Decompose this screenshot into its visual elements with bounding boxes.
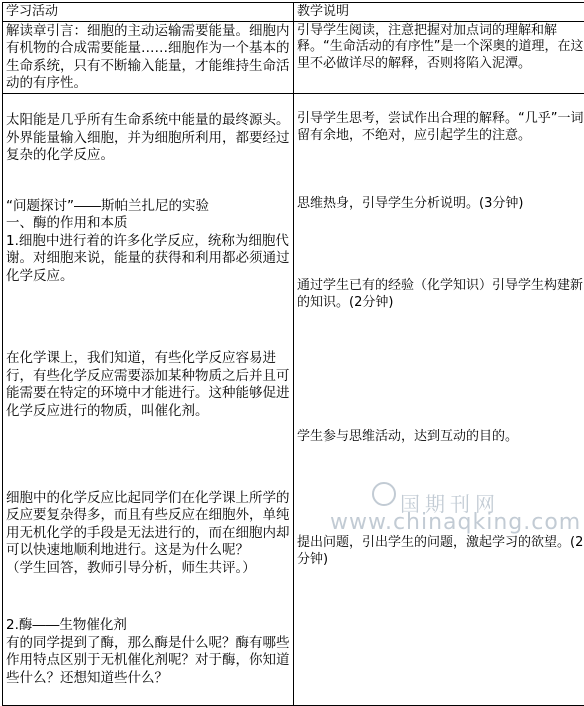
lesson-plan-table (2, 2, 584, 706)
watermark-chinese: 国期刊网 (400, 488, 500, 517)
notes-block-warmup: 思维热身，引导学生分析说明。(3分钟) (297, 196, 584, 262)
activity-block-energy: 太阳能是几乎所有生命系统中能量的最终源头。外界能量输入细胞，并为细胞所利用，都要经过复杂的化学反应。 (6, 112, 290, 180)
activity-block-reaction-question: 细胞中的化学反应比起同学们在化学课上所学的反应要复杂得多，而且有些反应在细胞外，单纯用无机化学的手段是无法进行的，而在细胞内却可以快速地顺利地进行。这是为什么呢？ （学生回答，教师引导分析，师生共评。） (6, 490, 290, 600)
table-row (3, 21, 584, 93)
activity-block-biocatalyst: 2.酶――生物催化剂 有的同学提到了酶，那么酶是什么呢？酶有哪些作用特点区别于无机催化剂呢？对于酶，你知道些什么？还想知道些什么？ (6, 617, 290, 687)
header-activity: 学习活动 (3, 3, 294, 22)
notes-block-energy: 引导学生思考，尝试作出合理的解释。“几乎”一词留有余地，不绝对，应引起学生的注意。 (297, 111, 584, 179)
watermark-logo-icon (372, 482, 396, 506)
activity-block-enzyme-intro: “问题探讨”――斯帕兰扎尼的实验 一、酶的作用和本质 1.细胞中进行着的许多化学反应，统称为细胞代谢。对细胞来说，能量的获得和利用都必须通过化学反应。 (6, 198, 290, 333)
notes-cell-main (294, 93, 584, 705)
activity-cell-main (3, 93, 294, 705)
watermark-url: www.chinaqking.com (330, 510, 581, 535)
table-header-row (3, 3, 584, 22)
activity-cell-intro: 解读章引言：细胞的主动运输需要能量。细胞内有机物的合成需要能量……细胞作为一个基本的生命系统，只有不断输入能量，才能维持生命活动的有序性。 (3, 21, 294, 93)
header-notes: 教学说明 (294, 3, 584, 22)
notes-block-interaction: 学生参与思维活动，达到互动的目的。 (297, 429, 584, 519)
notes-block-knowledge: 通过学生已有的经验（化学知识）引导学生构建新的知识。(2分钟) (297, 278, 584, 412)
notes-block-question: 提出问题，引出学生的问题，激起学习的欲望。(2分钟) (297, 535, 584, 568)
notes-cell-intro: 引导学生阅读，注意把握对加点词的理解和解释。“生命活动的有序性”是一个深奥的道理，在这里不必做详尽的解释，否则将陷入泥潭。 (294, 21, 584, 93)
table-row (3, 93, 584, 705)
activity-block-catalyst: 在化学课上，我们知道，有些化学反应容易进行，有些化学反应需要添加某种物质之后并且可能需要在特定的环境中才能进行。这种能够促进化学反应进行的物质，叫催化剂。 (6, 350, 290, 472)
